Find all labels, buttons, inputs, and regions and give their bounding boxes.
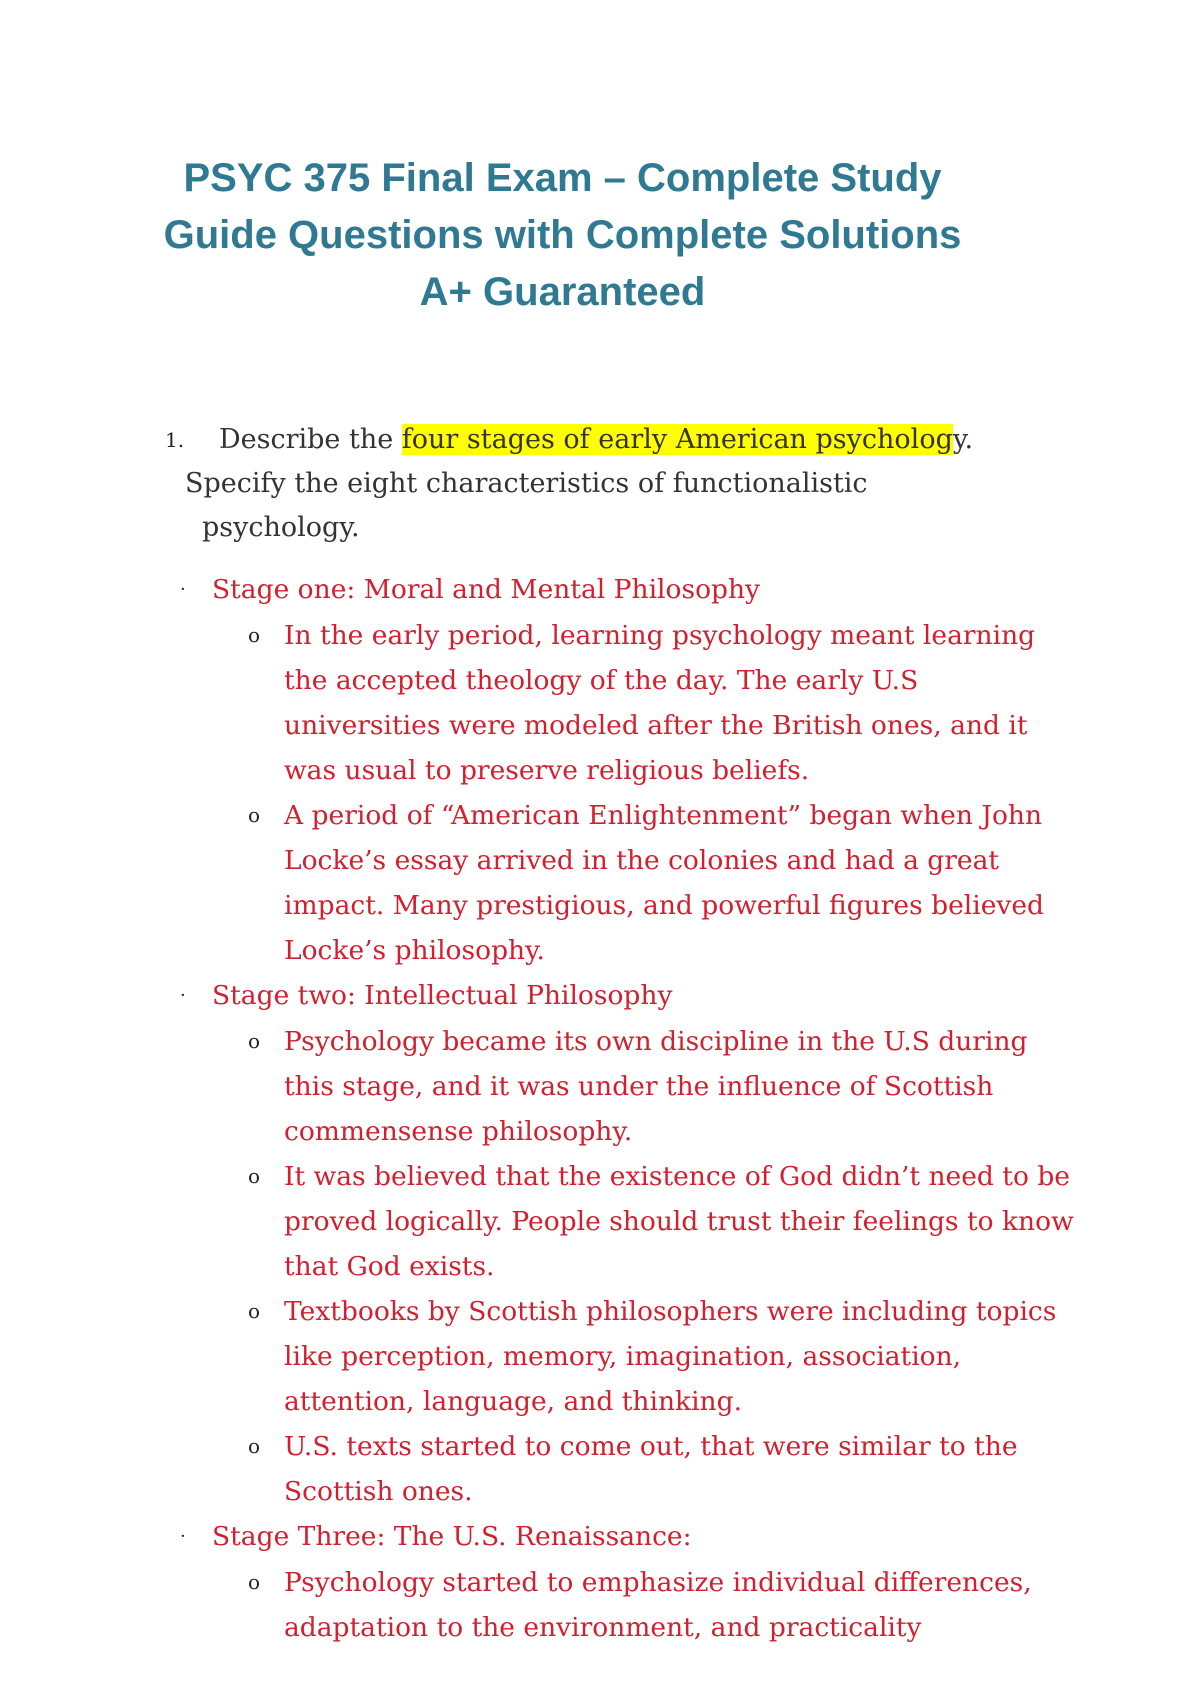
title-line-1: PSYC 375 Final Exam – Complete Study	[183, 156, 942, 200]
list-item-text: Textbooks by Scottish philosophers were including topics like perception, memory, imagination, association, attention, language, and thinking.	[284, 1296, 1057, 1417]
stage-items	[170, 1560, 1070, 1650]
answer-list	[170, 567, 1074, 1650]
circle-bullet-icon: o	[248, 1570, 261, 1594]
list-item-text: It was believed that the existence of God didn’t need to be proved logically. People should trust their feelings to know that God exists.	[284, 1161, 1074, 1282]
list-item-text: A period of “American Enlightenment” began when John Locke’s essay arrived in the colonies and had a great impact. Many prestigious, and powerful figures believed Locke’s philosophy.	[284, 800, 1044, 966]
question-text	[165, 418, 1015, 550]
question-number: 1.	[165, 428, 185, 452]
document-title	[120, 150, 1005, 321]
list-item	[170, 1560, 1070, 1650]
title-line-2: Guide Questions with Complete Solutions	[163, 213, 962, 257]
list-item-text: Psychology became its own discipline in the U.S during this stage, and it was under the influence of Scottish commensense philosophy.	[284, 1026, 1028, 1147]
list-item	[170, 613, 1070, 793]
bullet-icon: ·	[180, 985, 186, 1006]
circle-bullet-icon: o	[248, 803, 261, 827]
list-item	[170, 1154, 1074, 1289]
stage-heading	[170, 973, 1070, 1019]
circle-bullet-icon: o	[248, 1029, 261, 1053]
stage-title: Stage two: Intellectual Philosophy	[212, 980, 673, 1011]
stage-items	[170, 613, 1070, 973]
stage-heading	[170, 1514, 1070, 1560]
question-highlight: four stages of early American psycholog	[401, 424, 953, 455]
question-continuation: Specify the eight characteristics of functionalistic psychology.	[185, 468, 868, 543]
stage-items	[170, 1019, 1074, 1514]
list-item	[170, 793, 1070, 973]
bullet-icon: ·	[180, 1526, 186, 1547]
question-suffix: y.	[952, 424, 974, 455]
stage-1	[170, 567, 1070, 973]
stage-3	[170, 1514, 1070, 1650]
list-item-text: In the early period, learning psychology meant learning the accepted theology of the day. The early U.S universities were modeled after the British ones, and it was usual to preserve religious beliefs.	[284, 620, 1036, 786]
circle-bullet-icon: o	[248, 1434, 261, 1458]
stage-title: Stage Three: The U.S. Renaissance:	[212, 1521, 692, 1552]
circle-bullet-icon: o	[248, 1164, 261, 1188]
list-item	[170, 1019, 1070, 1154]
stage-heading	[170, 567, 1070, 613]
stage-2	[170, 973, 1074, 1514]
list-item	[170, 1424, 1070, 1514]
list-item-text: Psychology started to emphasize individual differences, adaptation to the environment, and practicality	[284, 1567, 1032, 1643]
list-item-text: U.S. texts started to come out, that were similar to the Scottish ones.	[284, 1431, 1018, 1507]
question-1	[165, 418, 1015, 550]
bullet-icon: ·	[180, 579, 186, 600]
circle-bullet-icon: o	[248, 1299, 261, 1323]
list-item	[170, 1289, 1070, 1424]
title-line-3: A+ Guaranteed	[419, 270, 706, 314]
stage-title: Stage one: Moral and Mental Philosophy	[212, 574, 761, 605]
circle-bullet-icon: o	[248, 623, 261, 647]
question-prefix: Describe the	[219, 424, 402, 455]
